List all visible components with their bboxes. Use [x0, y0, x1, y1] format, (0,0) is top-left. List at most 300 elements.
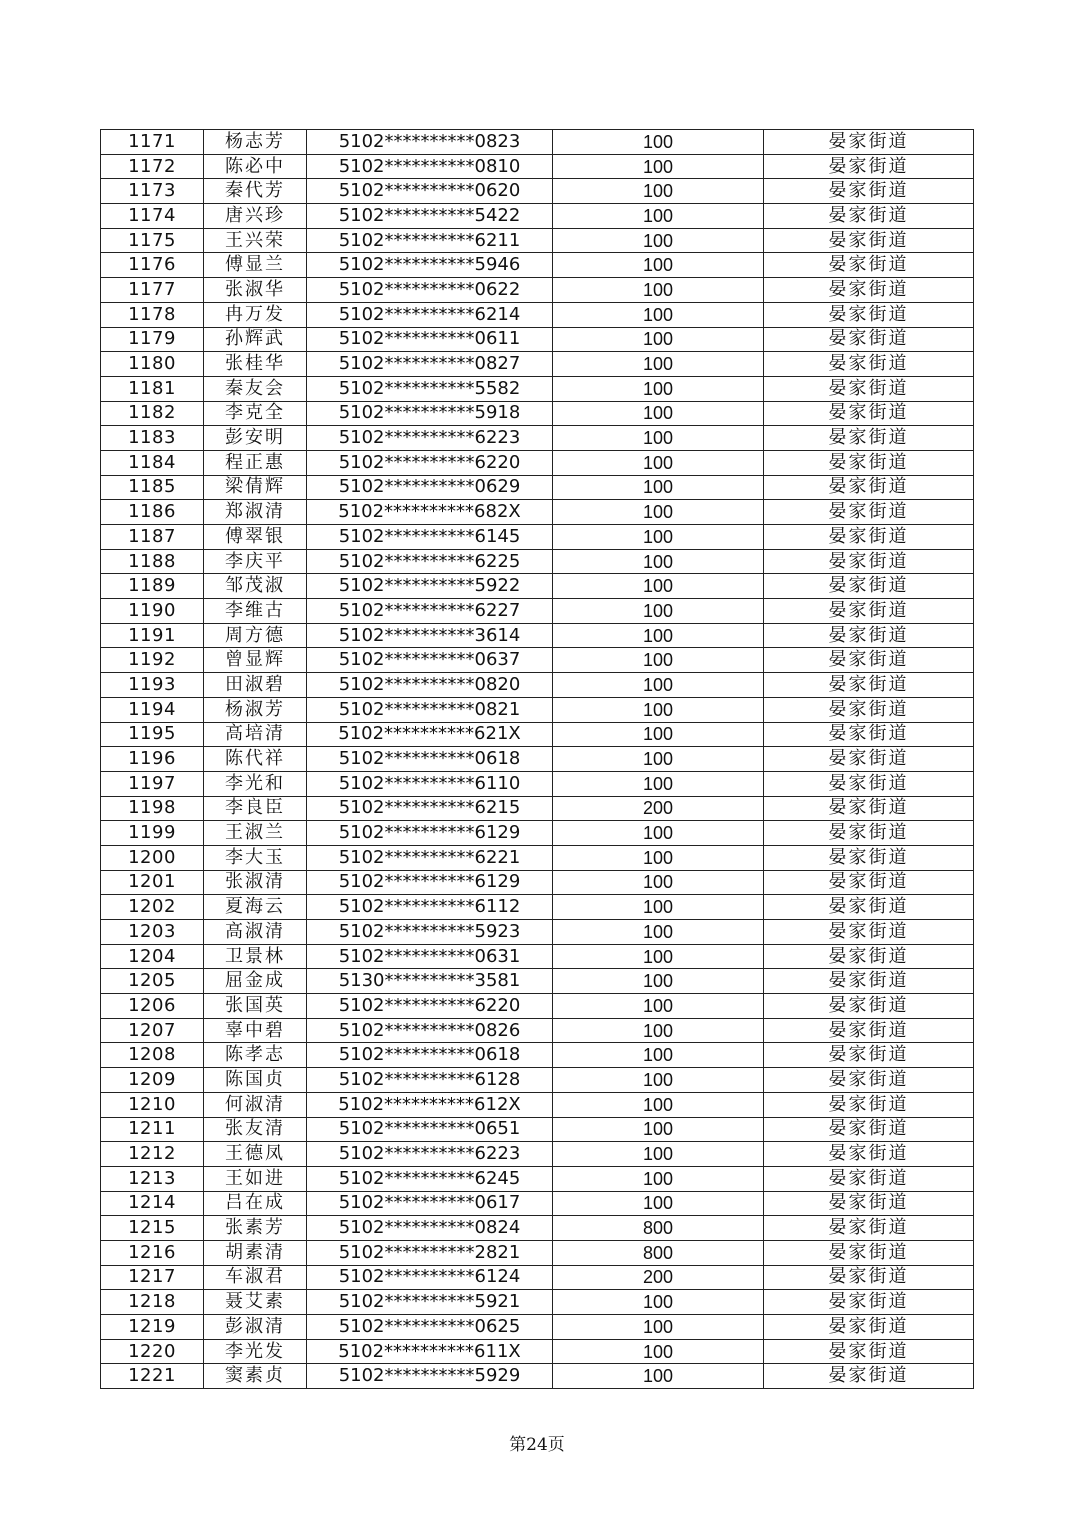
name-cell: 高培清 [204, 722, 307, 747]
serial-number-cell: 1179 [101, 327, 204, 352]
amount-cell: 100 [553, 278, 764, 303]
street-cell: 晏家街道 [764, 1142, 974, 1167]
table-row [101, 821, 974, 846]
serial-number-cell: 1186 [101, 500, 204, 525]
amount-cell: 100 [553, 179, 764, 204]
table-row [101, 796, 974, 821]
street-cell: 晏家街道 [764, 1191, 974, 1216]
table-row [101, 722, 974, 747]
name-cell: 屈金成 [204, 969, 307, 994]
table-row [101, 574, 974, 599]
amount-cell: 100 [553, 771, 764, 796]
table-row [101, 1043, 974, 1068]
name-cell: 李克全 [204, 401, 307, 426]
id-number-cell: 5102**********6223 [307, 426, 553, 451]
name-cell: 周方德 [204, 623, 307, 648]
name-cell: 车淑君 [204, 1265, 307, 1290]
table-row [101, 870, 974, 895]
street-cell: 晏家街道 [764, 722, 974, 747]
name-cell: 秦友会 [204, 376, 307, 401]
amount-cell: 100 [553, 920, 764, 945]
serial-number-cell: 1189 [101, 574, 204, 599]
amount-cell: 100 [553, 1117, 764, 1142]
amount-cell: 100 [553, 1092, 764, 1117]
table-row [101, 1339, 974, 1364]
amount-cell: 100 [553, 747, 764, 772]
street-cell: 晏家街道 [764, 1166, 974, 1191]
id-number-cell: 5102**********0810 [307, 154, 553, 179]
table-row [101, 747, 974, 772]
street-cell: 晏家街道 [764, 969, 974, 994]
serial-number-cell: 1217 [101, 1265, 204, 1290]
amount-cell: 100 [553, 648, 764, 673]
amount-cell: 100 [553, 1315, 764, 1340]
table-row [101, 599, 974, 624]
street-cell: 晏家街道 [764, 302, 974, 327]
name-cell: 李光和 [204, 771, 307, 796]
amount-cell: 100 [553, 1068, 764, 1093]
amount-cell: 100 [553, 1018, 764, 1043]
table-row [101, 1216, 974, 1241]
name-cell: 彭淑清 [204, 1315, 307, 1340]
table-row [101, 154, 974, 179]
table-row [101, 648, 974, 673]
amount-cell: 100 [553, 969, 764, 994]
name-cell: 张桂华 [204, 352, 307, 377]
id-number-cell: 5102**********6220 [307, 994, 553, 1019]
street-cell: 晏家街道 [764, 1364, 974, 1389]
serial-number-cell: 1215 [101, 1216, 204, 1241]
amount-cell: 100 [553, 327, 764, 352]
name-cell: 李光发 [204, 1339, 307, 1364]
name-cell: 傅翠银 [204, 525, 307, 550]
table-row [101, 352, 974, 377]
serial-number-cell: 1177 [101, 278, 204, 303]
name-cell: 郑淑清 [204, 500, 307, 525]
street-cell: 晏家街道 [764, 1117, 974, 1142]
name-cell: 辜中碧 [204, 1018, 307, 1043]
table-row [101, 475, 974, 500]
table-row [101, 376, 974, 401]
id-number-cell: 5102**********0820 [307, 673, 553, 698]
street-cell: 晏家街道 [764, 204, 974, 229]
serial-number-cell: 1213 [101, 1166, 204, 1191]
id-number-cell: 5102**********6112 [307, 895, 553, 920]
street-cell: 晏家街道 [764, 426, 974, 451]
amount-cell: 100 [553, 228, 764, 253]
serial-number-cell: 1181 [101, 376, 204, 401]
serial-number-cell: 1190 [101, 599, 204, 624]
id-number-cell: 5102**********6129 [307, 821, 553, 846]
street-cell: 晏家街道 [764, 895, 974, 920]
amount-cell: 100 [553, 549, 764, 574]
name-cell: 秦代芳 [204, 179, 307, 204]
amount-cell: 100 [553, 352, 764, 377]
amount-cell: 100 [553, 994, 764, 1019]
table-row [101, 969, 974, 994]
id-number-cell: 5102**********0637 [307, 648, 553, 673]
street-cell: 晏家街道 [764, 623, 974, 648]
serial-number-cell: 1220 [101, 1339, 204, 1364]
serial-number-cell: 1192 [101, 648, 204, 673]
serial-number-cell: 1194 [101, 697, 204, 722]
serial-number-cell: 1211 [101, 1117, 204, 1142]
id-number-cell: 5102**********0611 [307, 327, 553, 352]
id-number-cell: 5102**********6124 [307, 1265, 553, 1290]
id-number-cell: 5102**********5929 [307, 1364, 553, 1389]
serial-number-cell: 1204 [101, 944, 204, 969]
serial-number-cell: 1174 [101, 204, 204, 229]
amount-cell: 100 [553, 130, 764, 155]
id-number-cell: 5102**********6211 [307, 228, 553, 253]
id-number-cell: 5102**********0651 [307, 1117, 553, 1142]
name-cell: 傅显兰 [204, 253, 307, 278]
id-number-cell: 5102**********5921 [307, 1290, 553, 1315]
amount-cell: 800 [553, 1216, 764, 1241]
street-cell: 晏家街道 [764, 352, 974, 377]
id-number-cell: 5102**********0629 [307, 475, 553, 500]
street-cell: 晏家街道 [764, 1043, 974, 1068]
table-row [101, 673, 974, 698]
id-number-cell: 5102**********0826 [307, 1018, 553, 1043]
name-cell: 高淑清 [204, 920, 307, 945]
table-row [101, 1142, 974, 1167]
street-cell: 晏家街道 [764, 1216, 974, 1241]
street-cell: 晏家街道 [764, 771, 974, 796]
id-number-cell: 5102**********0618 [307, 747, 553, 772]
serial-number-cell: 1188 [101, 549, 204, 574]
street-cell: 晏家街道 [764, 549, 974, 574]
table-row [101, 278, 974, 303]
id-number-cell: 5102**********0622 [307, 278, 553, 303]
street-cell: 晏家街道 [764, 1240, 974, 1265]
serial-number-cell: 1203 [101, 920, 204, 945]
street-cell: 晏家街道 [764, 870, 974, 895]
table-row [101, 327, 974, 352]
name-cell: 张友清 [204, 1117, 307, 1142]
amount-cell: 100 [553, 204, 764, 229]
amount-cell: 100 [553, 401, 764, 426]
amount-cell: 100 [553, 870, 764, 895]
street-cell: 晏家街道 [764, 1265, 974, 1290]
serial-number-cell: 1202 [101, 895, 204, 920]
street-cell: 晏家街道 [764, 253, 974, 278]
name-cell: 窦素贞 [204, 1364, 307, 1389]
table-row [101, 1092, 974, 1117]
id-number-cell: 5130**********3581 [307, 969, 553, 994]
street-cell: 晏家街道 [764, 525, 974, 550]
street-cell: 晏家街道 [764, 1290, 974, 1315]
table-row [101, 895, 974, 920]
serial-number-cell: 1205 [101, 969, 204, 994]
street-cell: 晏家街道 [764, 327, 974, 352]
id-number-cell: 5102**********5582 [307, 376, 553, 401]
serial-number-cell: 1212 [101, 1142, 204, 1167]
name-cell: 胡素清 [204, 1240, 307, 1265]
amount-cell: 800 [553, 1240, 764, 1265]
name-cell: 唐兴珍 [204, 204, 307, 229]
id-number-cell: 5102**********5946 [307, 253, 553, 278]
table-row [101, 1191, 974, 1216]
id-number-cell: 5102**********2821 [307, 1240, 553, 1265]
name-cell: 聂艾素 [204, 1290, 307, 1315]
amount-cell: 100 [553, 623, 764, 648]
name-cell: 梁倩辉 [204, 475, 307, 500]
amount-cell: 100 [553, 1142, 764, 1167]
street-cell: 晏家街道 [764, 994, 974, 1019]
street-cell: 晏家街道 [764, 1339, 974, 1364]
table-row [101, 1364, 974, 1389]
name-cell: 王如进 [204, 1166, 307, 1191]
name-cell: 曾显辉 [204, 648, 307, 673]
amount-cell: 200 [553, 1265, 764, 1290]
id-number-cell: 5102**********0821 [307, 697, 553, 722]
serial-number-cell: 1199 [101, 821, 204, 846]
id-number-cell: 5102**********5918 [307, 401, 553, 426]
table-row [101, 994, 974, 1019]
id-number-cell: 5102**********6225 [307, 549, 553, 574]
name-cell: 彭安明 [204, 426, 307, 451]
name-cell: 王淑兰 [204, 821, 307, 846]
amount-cell: 100 [553, 673, 764, 698]
street-cell: 晏家街道 [764, 500, 974, 525]
id-number-cell: 5102**********0625 [307, 1315, 553, 1340]
serial-number-cell: 1216 [101, 1240, 204, 1265]
table-row [101, 302, 974, 327]
id-number-cell: 5102**********6214 [307, 302, 553, 327]
serial-number-cell: 1183 [101, 426, 204, 451]
serial-number-cell: 1201 [101, 870, 204, 895]
serial-number-cell: 1221 [101, 1364, 204, 1389]
name-cell: 陈必中 [204, 154, 307, 179]
amount-cell: 100 [553, 154, 764, 179]
table-row [101, 1117, 974, 1142]
name-cell: 孙辉武 [204, 327, 307, 352]
amount-cell: 100 [553, 944, 764, 969]
serial-number-cell: 1210 [101, 1092, 204, 1117]
name-cell: 李庆平 [204, 549, 307, 574]
serial-number-cell: 1180 [101, 352, 204, 377]
street-cell: 晏家街道 [764, 1068, 974, 1093]
name-cell: 李良臣 [204, 796, 307, 821]
serial-number-cell: 1200 [101, 845, 204, 870]
serial-number-cell: 1214 [101, 1191, 204, 1216]
street-cell: 晏家街道 [764, 697, 974, 722]
amount-cell: 100 [553, 450, 764, 475]
name-cell: 王德凤 [204, 1142, 307, 1167]
amount-cell: 100 [553, 1364, 764, 1389]
street-cell: 晏家街道 [764, 944, 974, 969]
serial-number-cell: 1175 [101, 228, 204, 253]
table-row [101, 179, 974, 204]
serial-number-cell: 1176 [101, 253, 204, 278]
amount-cell: 100 [553, 426, 764, 451]
name-cell: 杨志芳 [204, 130, 307, 155]
amount-cell: 100 [553, 1166, 764, 1191]
serial-number-cell: 1185 [101, 475, 204, 500]
amount-cell: 100 [553, 1191, 764, 1216]
name-cell: 李大玉 [204, 845, 307, 870]
name-cell: 王兴荣 [204, 228, 307, 253]
street-cell: 晏家街道 [764, 1315, 974, 1340]
amount-cell: 100 [553, 1290, 764, 1315]
serial-number-cell: 1173 [101, 179, 204, 204]
amount-cell: 100 [553, 821, 764, 846]
id-number-cell: 5102**********612X [307, 1092, 553, 1117]
table-row [101, 1315, 974, 1340]
serial-number-cell: 1209 [101, 1068, 204, 1093]
name-cell: 张淑华 [204, 278, 307, 303]
table-row [101, 1166, 974, 1191]
name-cell: 程正惠 [204, 450, 307, 475]
amount-cell: 100 [553, 722, 764, 747]
serial-number-cell: 1171 [101, 130, 204, 155]
beneficiary-table [100, 129, 974, 1389]
street-cell: 晏家街道 [764, 1092, 974, 1117]
serial-number-cell: 1195 [101, 722, 204, 747]
amount-cell: 100 [553, 574, 764, 599]
serial-number-cell: 1198 [101, 796, 204, 821]
street-cell: 晏家街道 [764, 574, 974, 599]
table-row [101, 525, 974, 550]
page-number: 第24页 [509, 1435, 565, 1455]
street-cell: 晏家街道 [764, 648, 974, 673]
street-cell: 晏家街道 [764, 845, 974, 870]
amount-cell: 200 [553, 796, 764, 821]
table-row [101, 500, 974, 525]
id-number-cell: 5102**********5923 [307, 920, 553, 945]
serial-number-cell: 1218 [101, 1290, 204, 1315]
id-number-cell: 5102**********682X [307, 500, 553, 525]
id-number-cell: 5102**********3614 [307, 623, 553, 648]
table-row [101, 401, 974, 426]
street-cell: 晏家街道 [764, 154, 974, 179]
serial-number-cell: 1206 [101, 994, 204, 1019]
street-cell: 晏家街道 [764, 1018, 974, 1043]
street-cell: 晏家街道 [764, 475, 974, 500]
serial-number-cell: 1182 [101, 401, 204, 426]
serial-number-cell: 1191 [101, 623, 204, 648]
name-cell: 李维古 [204, 599, 307, 624]
id-number-cell: 5102**********0620 [307, 179, 553, 204]
id-number-cell: 5102**********0827 [307, 352, 553, 377]
id-number-cell: 5102**********6145 [307, 525, 553, 550]
id-number-cell: 5102**********611X [307, 1339, 553, 1364]
street-cell: 晏家街道 [764, 130, 974, 155]
street-cell: 晏家街道 [764, 747, 974, 772]
id-number-cell: 5102**********6227 [307, 599, 553, 624]
name-cell: 何淑清 [204, 1092, 307, 1117]
id-number-cell: 5102**********6220 [307, 450, 553, 475]
serial-number-cell: 1208 [101, 1043, 204, 1068]
amount-cell: 100 [553, 500, 764, 525]
table-row [101, 1068, 974, 1093]
table-row [101, 549, 974, 574]
id-number-cell: 5102**********6223 [307, 1142, 553, 1167]
name-cell: 卫景林 [204, 944, 307, 969]
serial-number-cell: 1196 [101, 747, 204, 772]
table-row [101, 845, 974, 870]
table-row [101, 1018, 974, 1043]
id-number-cell: 5102**********0617 [307, 1191, 553, 1216]
serial-number-cell: 1187 [101, 525, 204, 550]
id-number-cell: 5102**********6215 [307, 796, 553, 821]
street-cell: 晏家街道 [764, 228, 974, 253]
street-cell: 晏家街道 [764, 450, 974, 475]
table-row [101, 697, 974, 722]
amount-cell: 100 [553, 302, 764, 327]
table-row [101, 771, 974, 796]
table-row [101, 920, 974, 945]
table-row [101, 253, 974, 278]
street-cell: 晏家街道 [764, 599, 974, 624]
amount-cell: 100 [553, 1043, 764, 1068]
serial-number-cell: 1184 [101, 450, 204, 475]
serial-number-cell: 1172 [101, 154, 204, 179]
table-row [101, 623, 974, 648]
id-number-cell: 5102**********6110 [307, 771, 553, 796]
amount-cell: 100 [553, 1339, 764, 1364]
name-cell: 杨淑芳 [204, 697, 307, 722]
name-cell: 冉万发 [204, 302, 307, 327]
serial-number-cell: 1197 [101, 771, 204, 796]
table-body [101, 130, 974, 1389]
name-cell: 张淑清 [204, 870, 307, 895]
street-cell: 晏家街道 [764, 278, 974, 303]
street-cell: 晏家街道 [764, 376, 974, 401]
name-cell: 夏海云 [204, 895, 307, 920]
amount-cell: 100 [553, 895, 764, 920]
id-number-cell: 5102**********5922 [307, 574, 553, 599]
amount-cell: 100 [553, 845, 764, 870]
street-cell: 晏家街道 [764, 401, 974, 426]
table-row [101, 1265, 974, 1290]
name-cell: 张素芳 [204, 1216, 307, 1241]
id-number-cell: 5102**********6221 [307, 845, 553, 870]
amount-cell: 100 [553, 599, 764, 624]
name-cell: 邹茂淑 [204, 574, 307, 599]
id-number-cell: 5102**********6128 [307, 1068, 553, 1093]
table-row [101, 426, 974, 451]
name-cell: 田淑碧 [204, 673, 307, 698]
serial-number-cell: 1219 [101, 1315, 204, 1340]
table-row [101, 1240, 974, 1265]
id-number-cell: 5102**********6129 [307, 870, 553, 895]
table-row [101, 450, 974, 475]
id-number-cell: 5102**********5422 [307, 204, 553, 229]
id-number-cell: 5102**********621X [307, 722, 553, 747]
amount-cell: 100 [553, 697, 764, 722]
serial-number-cell: 1193 [101, 673, 204, 698]
name-cell: 陈代祥 [204, 747, 307, 772]
id-number-cell: 5102**********6245 [307, 1166, 553, 1191]
serial-number-cell: 1178 [101, 302, 204, 327]
amount-cell: 100 [553, 253, 764, 278]
name-cell: 吕在成 [204, 1191, 307, 1216]
table-row [101, 204, 974, 229]
street-cell: 晏家街道 [764, 796, 974, 821]
street-cell: 晏家街道 [764, 673, 974, 698]
table-row [101, 228, 974, 253]
street-cell: 晏家街道 [764, 920, 974, 945]
street-cell: 晏家街道 [764, 179, 974, 204]
id-number-cell: 5102**********0631 [307, 944, 553, 969]
table-row [101, 944, 974, 969]
id-number-cell: 5102**********0823 [307, 130, 553, 155]
street-cell: 晏家街道 [764, 821, 974, 846]
amount-cell: 100 [553, 525, 764, 550]
table-row [101, 130, 974, 155]
